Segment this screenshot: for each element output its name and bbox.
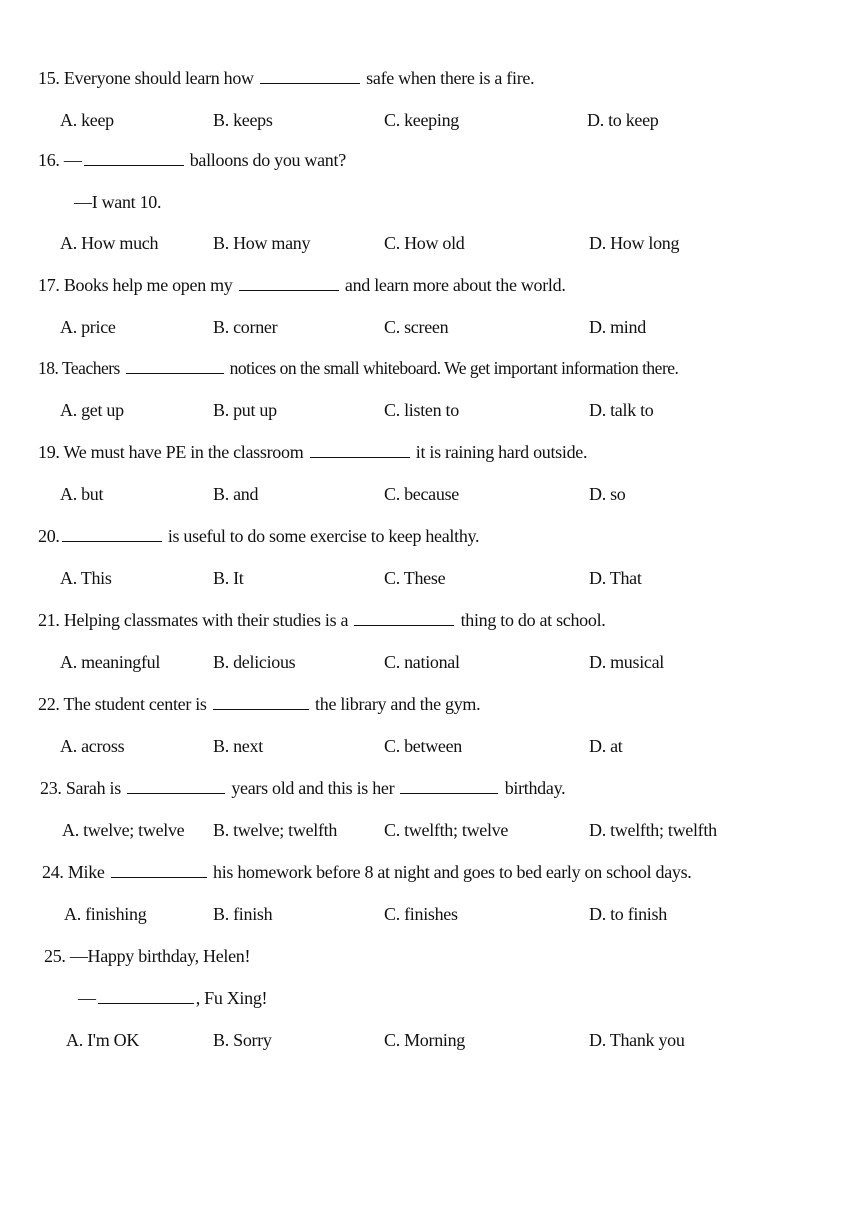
answer-blank — [400, 777, 498, 794]
question-number: 22. — [38, 694, 60, 714]
question-25 — [44, 944, 250, 968]
question-21 — [38, 608, 605, 632]
answer-blank — [62, 525, 162, 542]
option-a: A. I'm OK — [66, 1030, 140, 1050]
option-a: A. twelve; twelve — [62, 820, 185, 840]
option-b: B. next — [213, 736, 263, 756]
answer-blank — [111, 861, 207, 878]
option-a: A. meaningful — [60, 652, 161, 672]
question-stem: , Fu Xing! — [195, 988, 268, 1008]
question-number: 17. — [38, 275, 60, 295]
option-d: D. musical — [589, 652, 664, 672]
option-d: D. talk to — [589, 400, 654, 420]
option-b: B. delicious — [213, 652, 296, 672]
question-stem: safe when there is a fire. — [366, 68, 535, 88]
option-a: A. but — [60, 484, 104, 504]
answer-blank — [260, 67, 360, 84]
answer-blank — [213, 693, 309, 710]
option-d: D. mind — [589, 317, 646, 337]
answer-blank — [98, 987, 194, 1004]
question-stem: balloons do you want? — [189, 150, 346, 170]
option-d: D. That — [589, 568, 642, 588]
question-stem: Mike — [67, 862, 105, 882]
question-number: 21. — [38, 610, 60, 630]
option-c: C. twelfth; twelve — [384, 820, 509, 840]
option-a: A. This — [60, 568, 112, 588]
option-c: C. screen — [384, 317, 449, 337]
question-23 — [40, 776, 565, 800]
answer-blank — [84, 149, 184, 166]
question-stem: Everyone should learn how — [63, 68, 254, 88]
question-15 — [38, 66, 534, 90]
question-number: 18. — [38, 358, 59, 378]
option-b: B. corner — [213, 317, 278, 337]
option-c: C. How old — [384, 233, 465, 253]
question-stem: Sarah is — [65, 778, 121, 798]
question-stem: The student center is — [63, 694, 207, 714]
question-stem: it is raining hard outside. — [415, 442, 588, 462]
option-a: A. keep — [60, 110, 114, 130]
question-stem: —Happy birthday, Helen! — [69, 946, 251, 966]
question-number: 20. — [38, 526, 60, 546]
question-22 — [38, 692, 480, 716]
answer-blank — [354, 609, 454, 626]
question-stem: birthday. — [504, 778, 566, 798]
option-a: A. finishing — [64, 904, 147, 924]
option-b: B. twelve; twelfth — [213, 820, 338, 840]
option-d: D. How long — [589, 233, 680, 253]
question-20 — [38, 524, 479, 548]
answer-blank — [127, 777, 225, 794]
question-stem: — — [63, 150, 82, 170]
question-stem: Helping classmates with their studies is a — [63, 610, 349, 630]
option-c: C. between — [384, 736, 462, 756]
option-b: B. and — [213, 484, 259, 504]
question-16-reply: —I want 10. — [74, 192, 162, 212]
option-c: C. listen to — [384, 400, 459, 420]
question-stem: and learn more about the world. — [344, 275, 566, 295]
option-c: C. Morning — [384, 1030, 466, 1050]
question-stem: Teachers — [61, 358, 120, 378]
question-number: 23. — [40, 778, 62, 798]
question-number: 24. — [42, 862, 64, 882]
answer-blank — [126, 357, 224, 374]
question-stem: Books help me open my — [63, 275, 233, 295]
option-c: C. keeping — [384, 110, 459, 130]
option-c: C. finishes — [384, 904, 458, 924]
answer-blank — [239, 274, 339, 291]
question-number: 25. — [44, 946, 66, 966]
option-b: B. keeps — [213, 110, 273, 130]
answer-blank — [310, 441, 410, 458]
option-b: B. Sorry — [213, 1030, 272, 1050]
option-d: D. at — [589, 736, 623, 756]
question-stem: years old and this is her — [231, 778, 395, 798]
question-18 — [38, 356, 678, 380]
option-d: D. twelfth; twelfth — [589, 820, 717, 840]
question-stem: We must have PE in the classroom — [63, 442, 304, 462]
question-19 — [38, 440, 587, 464]
option-b: B. How many — [213, 233, 311, 253]
question-25-reply — [78, 986, 267, 1010]
question-17 — [38, 273, 566, 297]
option-a: A. across — [60, 736, 125, 756]
option-c: C. These — [384, 568, 446, 588]
option-c: C. national — [384, 652, 460, 672]
option-b: B. It — [213, 568, 244, 588]
option-c: C. because — [384, 484, 459, 504]
option-a: A. get up — [60, 400, 124, 420]
question-stem: his homework before 8 at night and goes to bed early on school days. — [213, 862, 692, 882]
question-number: 16. — [38, 150, 60, 170]
option-a: A. price — [60, 317, 116, 337]
option-d: D. to keep — [587, 110, 659, 130]
question-number: 15. — [38, 68, 60, 88]
option-a: A. How much — [60, 233, 159, 253]
question-24 — [42, 860, 692, 884]
question-stem: thing to do at school. — [460, 610, 606, 630]
question-stem: is useful to do some exercise to keep healthy. — [167, 526, 480, 546]
question-stem: — — [78, 988, 96, 1008]
option-b: B. put up — [213, 400, 277, 420]
option-b: B. finish — [213, 904, 273, 924]
question-stem: notices on the small whiteboard. We get important information there. — [229, 358, 679, 378]
question-stem: the library and the gym. — [315, 694, 481, 714]
option-d: D. Thank you — [589, 1030, 685, 1050]
question-number: 19. — [38, 442, 60, 462]
question-16 — [38, 148, 346, 172]
option-d: D. to finish — [589, 904, 667, 924]
option-d: D. so — [589, 484, 626, 504]
